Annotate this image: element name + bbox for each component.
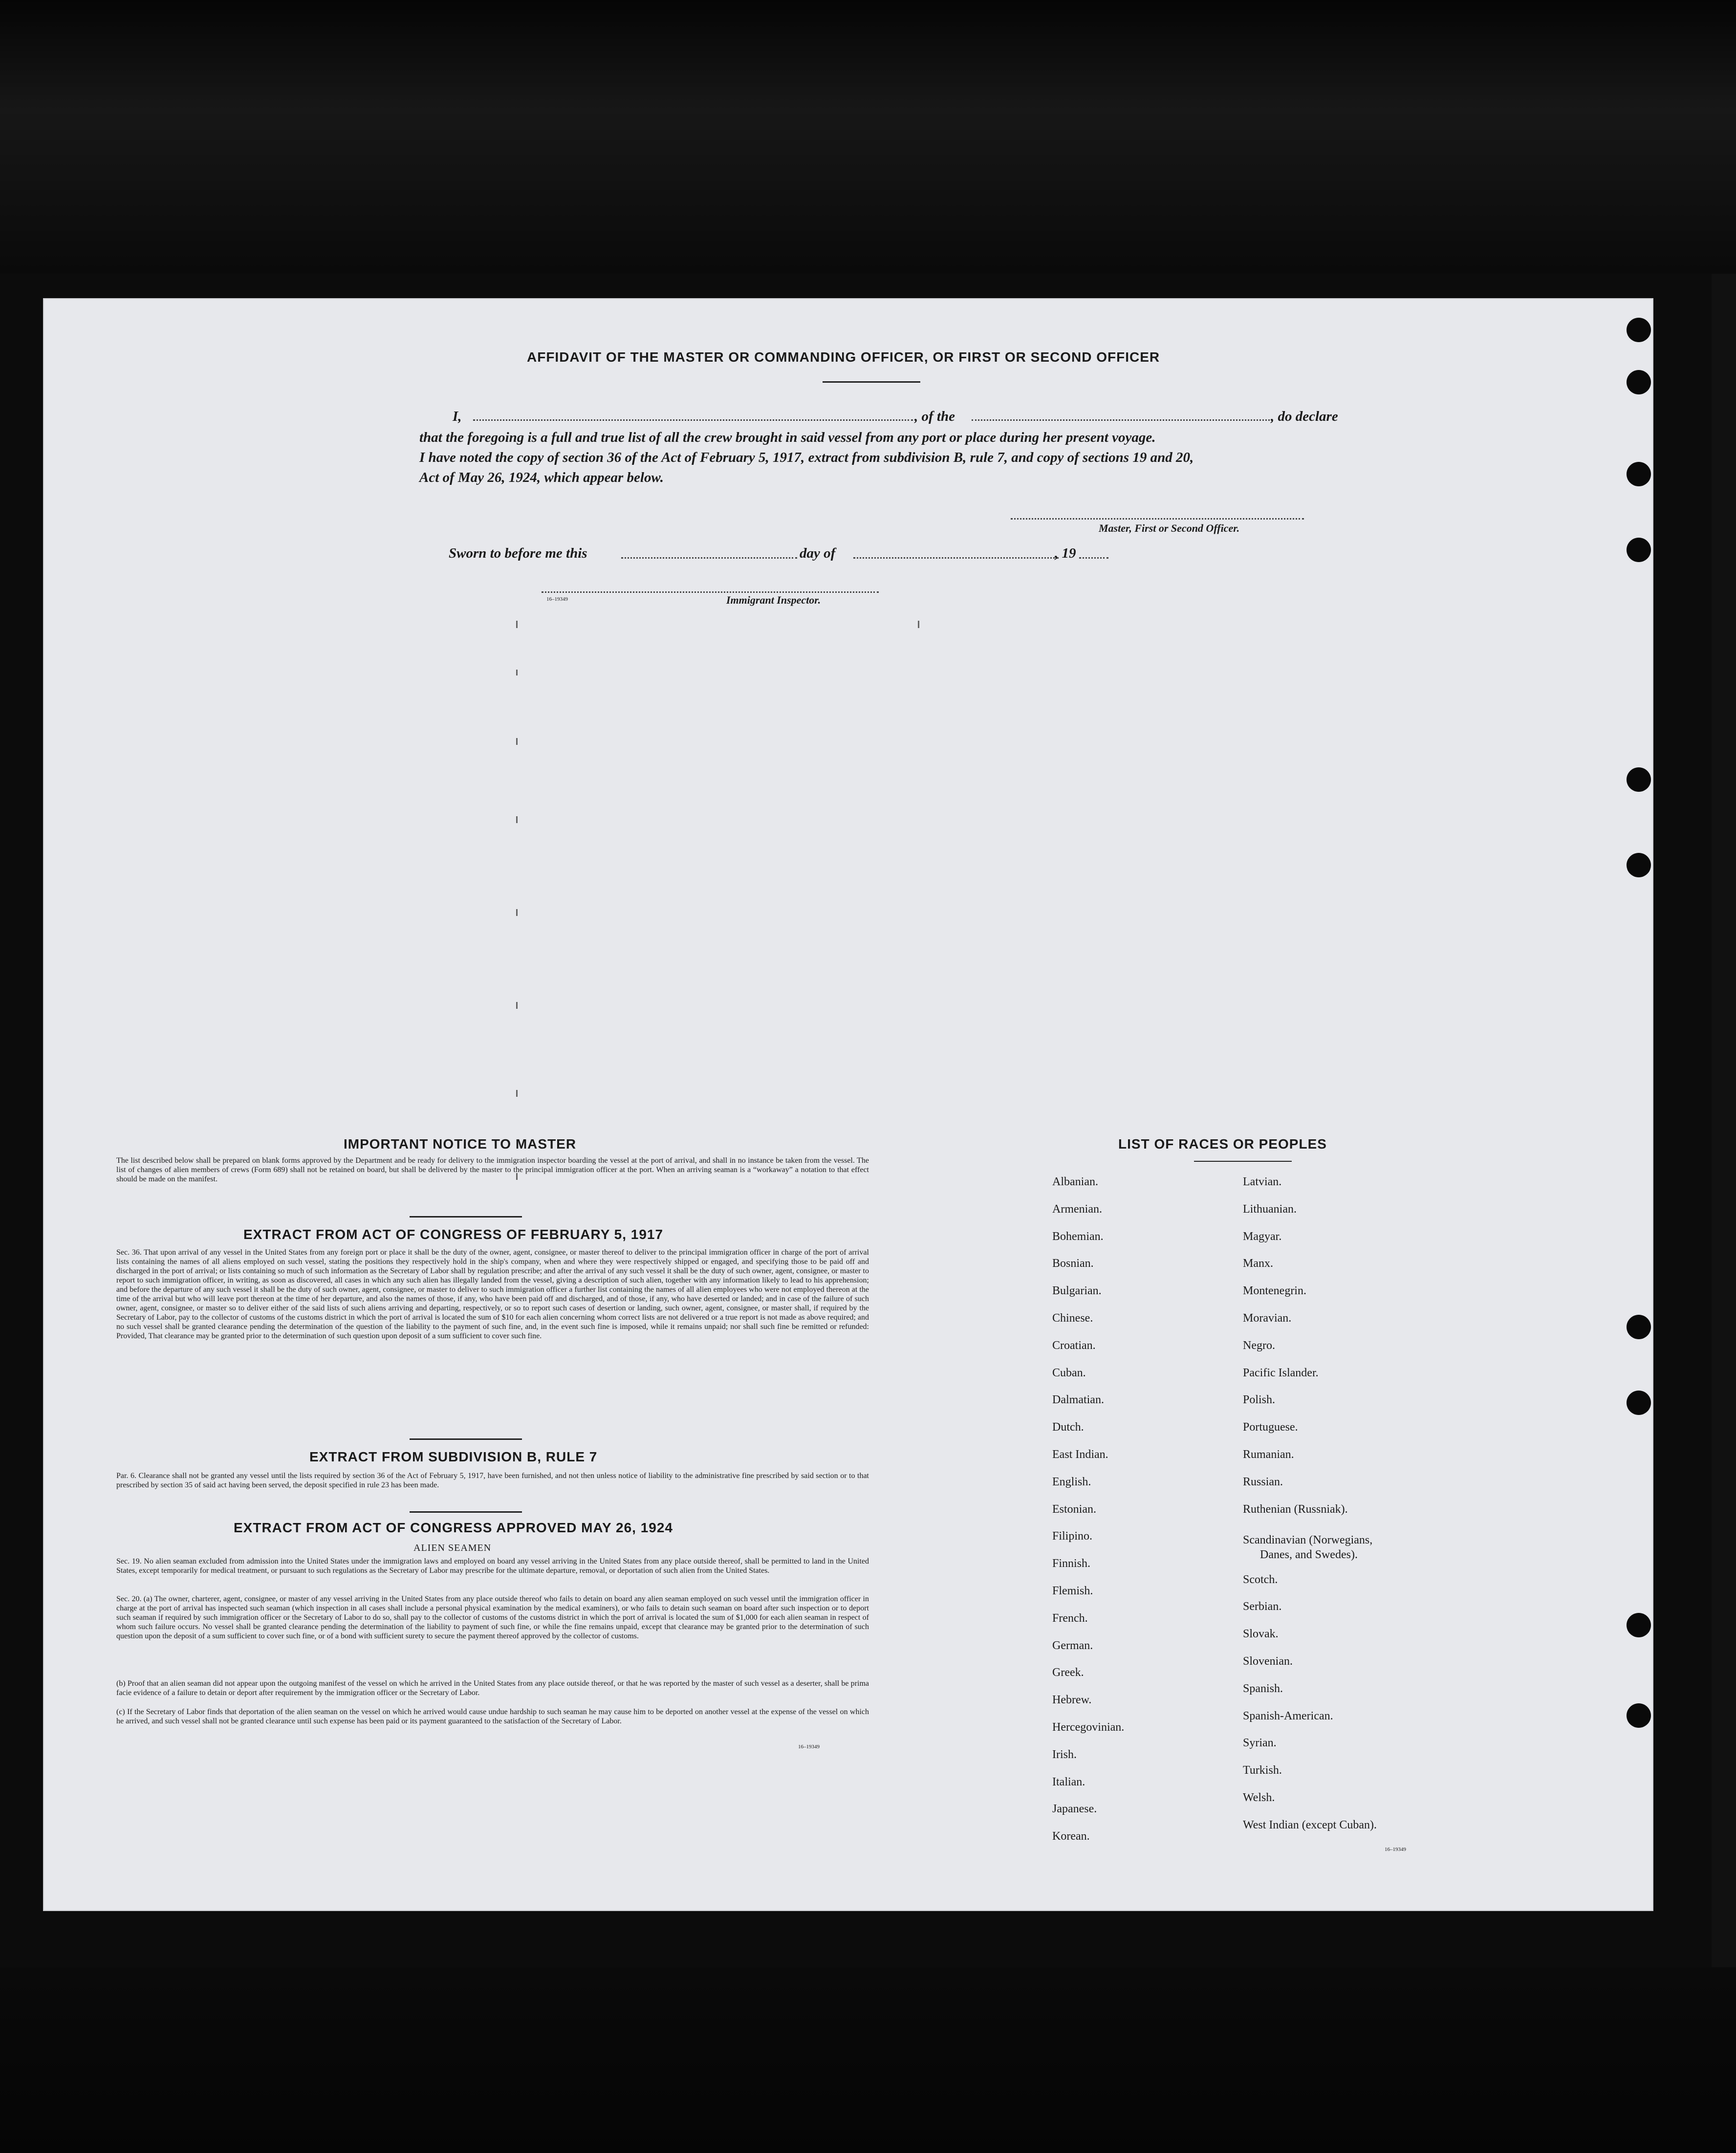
race-item: Estonian.	[1052, 1502, 1096, 1516]
vessel-blank[interactable]	[972, 419, 1270, 421]
race-item: Slovenian.	[1243, 1655, 1293, 1668]
race-item: French.	[1052, 1611, 1088, 1625]
month-blank[interactable]	[853, 557, 1059, 559]
race-item: Scotch.	[1243, 1573, 1278, 1586]
race-item: Flemish.	[1052, 1585, 1093, 1597]
race-item: East Indian.	[1052, 1448, 1108, 1461]
race-item: Scandinavian (Norwegians,	[1243, 1533, 1373, 1546]
race-item: Turkish.	[1243, 1764, 1282, 1777]
scan-mark	[516, 909, 518, 916]
day-blank[interactable]	[621, 557, 797, 559]
race-item: Italian.	[1052, 1775, 1085, 1788]
affidavit-line-2: that the foregoing is a full and true list of all the crew brought in said vessel from any port or place during her present voyage.	[419, 430, 1156, 445]
race-item: Montenegrin.	[1243, 1284, 1306, 1298]
punch-hole-icon	[1627, 462, 1651, 486]
race-item: Polish.	[1243, 1393, 1276, 1407]
scanner-background-bottom	[0, 1967, 1736, 2153]
document-sheet	[43, 298, 1653, 1911]
race-item: Dutch.	[1052, 1421, 1084, 1434]
race-item: Korean.	[1052, 1830, 1090, 1843]
form-number-1924: 16–19349	[798, 1744, 820, 1750]
punch-hole-icon	[1627, 318, 1651, 342]
races-divider	[1194, 1161, 1292, 1162]
race-item: Russian.	[1243, 1475, 1283, 1488]
signature-line[interactable]	[1011, 518, 1304, 520]
race-item: Lithuanian.	[1243, 1202, 1297, 1216]
sec-20c-text: (c) If the Secretary of Labor finds that deportation of the alien seaman on the vessel on which he arrived would cause undue hardship to such seaman he may cause him to be deported on another vessel at the expense of the vessel on which he arrived, and such vessel shall not be granted clearance until such expense has been paid or its payment guaranteed to the satisfaction of the Secretary of Labor.	[116, 1708, 869, 1725]
race-item: Negro.	[1243, 1339, 1275, 1352]
race-item: Irish.	[1052, 1748, 1077, 1761]
race-item: Magyar.	[1243, 1230, 1282, 1243]
race-item: Hebrew.	[1052, 1694, 1092, 1707]
race-item: Rumanian.	[1243, 1448, 1294, 1461]
punch-hole-icon	[1627, 538, 1651, 562]
punch-hole-icon	[1627, 1703, 1651, 1728]
notice-title: IMPORTANT NOTICE TO MASTER	[344, 1136, 577, 1152]
race-item: Bohemian.	[1052, 1230, 1104, 1243]
race-item: Hercegovinian.	[1052, 1721, 1125, 1734]
punch-hole-icon	[1627, 1315, 1651, 1339]
race-item: German.	[1052, 1639, 1093, 1652]
sworn-year: , 19	[1055, 545, 1076, 561]
race-item: Serbian.	[1243, 1600, 1282, 1613]
affidavit-line-4: Act of May 26, 1924, which appear below.	[419, 470, 664, 485]
sec-20a-text: Sec. 20. (a) The owner, charterer, agent, consignee, or master of any vessel arriving in the United States from any place outside thereof who fails to detain on board any alien seaman employed on such vessel until the immigration officer in charge at the port of arrival has inspected such seaman (which inspection in all cases shall include a personal physical examination by the medical examiners), or who fails to detain such seaman on board after such inspection or to deport such seaman if required by such immigration officer or the Secretary of Labor to do so, shall pay to the collector of customs of the customs district in which the port of arrival is located the sum of $1,000 for each alien seaman in respect of whom such failure occurs. No vessel shall be granted clearance pending the determination of the liability to payment of such fine, or while the fine remains unpaid, except that clearance may be granted prior to the determination of such question upon the deposit of a sum sufficient to cover such fine, or of a bond with sufficient surety to secure the payment thereof approved by the collector of customs.	[116, 1595, 869, 1640]
race-item: Finnish.	[1052, 1557, 1091, 1570]
race-item: Latvian.	[1243, 1175, 1282, 1188]
race-item: Japanese.	[1052, 1803, 1097, 1816]
extract-divider	[410, 1438, 522, 1440]
race-item: Ruthenian (Russniak).	[1243, 1502, 1348, 1516]
inspector-caption: Immigrant Inspector.	[726, 594, 821, 606]
notice-text: The list described below shall be prepared on blank forms approved by the Department and be ready for delivery to the immigration inspector boarding the vessel at the port of arrival, and shall in no instance be taken from the vessel. The list of changes of alien members of crews (Form 689) shall not be retained on board, but shall be delivered by the master to the principal immigration officer at the port. When an arriving seaman is a “workaway” a notation to that effect should be made on the manifest.	[116, 1156, 869, 1183]
race-item: Slovak.	[1243, 1628, 1279, 1641]
scan-mark	[516, 1090, 518, 1097]
subdivision-b-text: Par. 6. Clearance shall not be granted any vessel until the lists required by section 36 of the Act of February 5, 1917, have been furnished, and not then unless notice of liability to the administrative fine prescribed by said section or to that prescribed by section 35 of said act having been served, the deposit specified in rule 23 has been made.	[116, 1472, 869, 1489]
race-item: Armenian.	[1052, 1202, 1102, 1216]
scan-mark	[516, 738, 518, 745]
race-item: Cuban.	[1052, 1366, 1086, 1379]
scanner-background-top	[0, 0, 1736, 274]
form-number: 16–19349	[546, 596, 568, 602]
scan-mark	[516, 816, 518, 823]
year-blank[interactable]	[1079, 557, 1108, 559]
subdivision-b-title: EXTRACT FROM SUBDIVISION B, RULE 7	[309, 1449, 598, 1464]
affidavit-title: AFFIDAVIT OF THE MASTER OR COMMANDING OFFICER, OR FIRST OR SECOND OFFICER	[527, 349, 1160, 365]
alien-seamen-subtitle: ALIEN SEAMEN	[413, 1543, 492, 1553]
scan-mark	[516, 621, 518, 628]
affidavit-of-the: , of the	[914, 409, 955, 424]
signature-caption: Master, First or Second Officer.	[1099, 522, 1240, 534]
race-item: West Indian (except Cuban).	[1243, 1818, 1377, 1831]
punch-hole-icon	[1627, 767, 1651, 792]
race-item: Bulgarian.	[1052, 1284, 1102, 1298]
sec-20b-text: (b) Proof that an alien seaman did not appear upon the outgoing manifest of the vessel on which he arrived in the United States from any place outside thereof, or that he was reported by the master of such vessel as a deserter, shall be prima facie evidence of a failure to detain or deport after requirement by the immigration officer or the Secretary of Labor.	[116, 1679, 869, 1697]
race-item: Pacific Islander.	[1243, 1366, 1319, 1379]
scan-mark	[516, 1002, 518, 1009]
race-item: Syrian.	[1243, 1737, 1277, 1750]
extract-1917-title: EXTRACT FROM ACT OF CONGRESS OF FEBRUARY 5, 1917	[243, 1227, 664, 1242]
form-number-races: 16–19349	[1385, 1847, 1406, 1852]
race-item: Moravian.	[1243, 1312, 1292, 1325]
race-item: Spanish-American.	[1243, 1709, 1333, 1722]
sworn-text: Sworn to before me this	[449, 545, 587, 561]
sec-19-text: Sec. 19. No alien seaman excluded from admission into the United States under the immigration laws and employed on board any vessel arriving in the United States from any place outside thereof, shall be permitted to land in the United States, except temporarily for medical treatment, or pursuant to such regulations as the Secretary of Labor may prescribe for the ultimate departure, removal, or deportation of such alien from the United States.	[116, 1557, 869, 1575]
sworn-day-of: day of	[800, 545, 836, 561]
punch-hole-icon	[1627, 1613, 1651, 1637]
race-item: Bosnian.	[1052, 1257, 1094, 1270]
subdivision-divider	[410, 1511, 522, 1513]
affidavit-line-3: I have noted the copy of section 36 of the Act of February 5, 1917, extract from subdivision B, rule 7, and copy of sections 19 and 20,	[419, 450, 1194, 465]
title-divider	[823, 381, 920, 383]
race-item: English.	[1052, 1475, 1091, 1488]
race-item: Albanian.	[1052, 1175, 1098, 1188]
punch-hole-icon	[1627, 1391, 1651, 1415]
punch-hole-icon	[1627, 853, 1651, 877]
race-item: Danes, and Swedes).	[1260, 1548, 1358, 1561]
race-item: Manx.	[1243, 1257, 1273, 1270]
scanner-edge-right	[1712, 274, 1736, 1967]
scan-mark	[516, 670, 518, 675]
affidavit-i: I,	[453, 409, 462, 424]
punch-hole-icon	[1627, 370, 1651, 394]
extract-1924-title: EXTRACT FROM ACT OF CONGRESS APPROVED MAY 26, 1924	[234, 1520, 673, 1535]
race-item: Chinese.	[1052, 1312, 1093, 1325]
name-blank[interactable]	[473, 419, 913, 421]
race-item: Dalmatian.	[1052, 1393, 1104, 1407]
races-title: LIST OF RACES OR PEOPLES	[1118, 1136, 1327, 1152]
inspector-signature-line[interactable]	[542, 591, 879, 593]
race-item: Croatian.	[1052, 1339, 1096, 1352]
affidavit-declare: , do declare	[1271, 409, 1338, 424]
race-item: Filipino.	[1052, 1530, 1093, 1543]
race-item: Portuguese.	[1243, 1421, 1298, 1434]
race-item: Spanish.	[1243, 1682, 1283, 1695]
scan-mark	[918, 621, 919, 628]
race-item: Greek.	[1052, 1666, 1084, 1679]
extract-1917-text: Sec. 36. That upon arrival of any vessel in the United States from any foreign port or place it shall be the duty of the owner, agent, consignee, or master thereof to deliver to the principal immigration officer in charge of the port of arrival lists containing the names of all aliens employed on such vessel, stating the positions they respectively hold in the ship's company, when and where they were respectively shipped or engaged, and specifying those to be paid off and discharged in the port of arrival; or lists containing so much of such information as the Secretary of Labor shall by regulation prescribe; and after the arrival of any such vessel it shall be the duty of such owner, agent, consignee, or master to report to such immigration officer, in writing, as soon as discovered, all cases in which any such alien has illegally landed from the vessel, giving a description of such alien, together with any information likely to lead to his apprehension; and before the departure of any such vessel it shall be the duty of such owner, agent, consignee, or master to deliver to such immigration officer a further list containing the names of all alien employees who were not employed thereon at the time of the arrival but who will leave port thereon at the time of her departure, and also the names of those, if any, who have been paid off and discharged, and of those, if any, who have deserted or landed; and in case of the failure of such owner, agent, consignee, or master so to deliver either of the said lists of such aliens arriving and departing, respectively, or so to report such cases of desertion or landing, such owner, agent, consignee, or master shall, if required by the Secretary of Labor, pay to the collector of customs of the customs district in which the port of arrival is located the sum of $10 for each alien concerning whom correct lists are not delivered or a true report is not made as above required; and no such vessel shall be granted clearance pending the determination of the question of the liability to the payment of such fine, and, in the event such fine is imposed, while it remains unpaid; nor shall such fine be remitted or refunded: Provided, That clearance may be granted prior to the determination of such question upon deposit of a sum sufficient to cover such fine.	[116, 1248, 869, 1340]
race-item: Welsh.	[1243, 1791, 1275, 1804]
notice-divider	[410, 1216, 522, 1218]
